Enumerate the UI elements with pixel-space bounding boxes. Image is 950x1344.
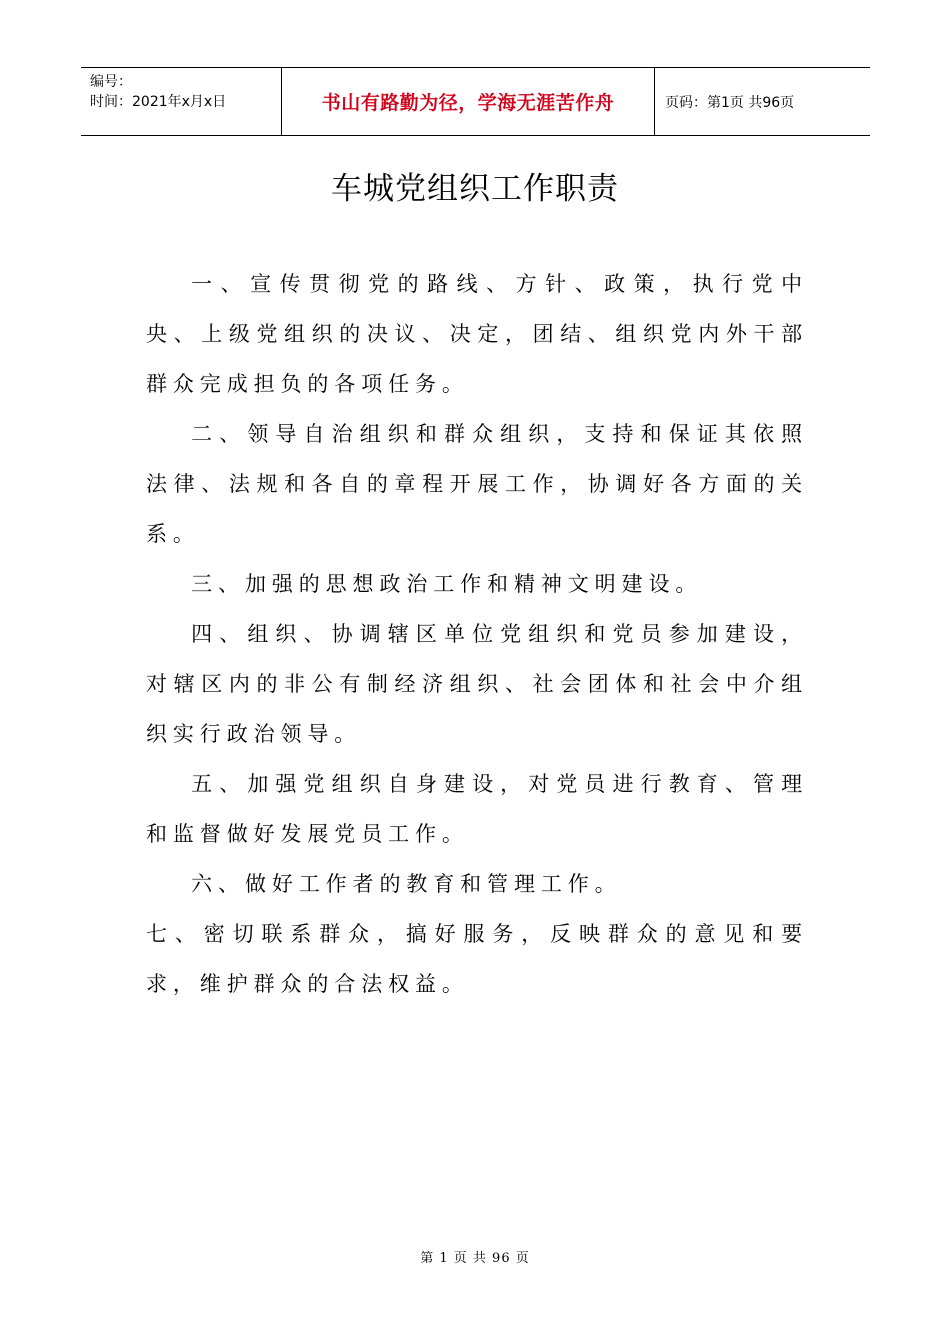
paragraph-7: 七、密切联系群众，搞好服务，反映群众的意见和要求，维护群众的合法权益。 [146,922,808,996]
header-page-cell [655,68,870,135]
header-meta [81,68,281,135]
document-title: 车城党组织工作职责 [331,171,619,207]
number-label: 编号： [90,74,132,90]
paragraph-4: 四、组织、协调辖区单位党组织和党员参加建设，对辖区内的非公有制经济组织、社会团体和社会中介组织实行政治领导。 [146,622,808,746]
header-motto-cell [281,68,655,135]
paragraph-6: 六、做好工作者的教育和管理工作。 [191,872,622,896]
paragraph-1: 一、宣传贯彻党的路线、方针、政策，执行党中央、上级党组织的决议、决定，团结、组织党内外干部群众完成担负的各项任务。 [146,272,808,396]
paragraph-3: 三、加强的思想政治工作和精神文明建设。 [191,572,703,596]
paragraph-2: 二、领导自治组织和群众组织，支持和保证其依照法律、法规和各自的章程开展工作，协调好各方面的关系。 [146,422,808,546]
header-motto: 书山有路勤为径，学海无涯苦作舟 [321,92,615,114]
time-label: 时间：2021年x月x日 [90,94,227,110]
header-page-info: 页码：第1页 共96页 [665,94,795,111]
page-footer: 第 1 页 共 96 页 [420,1251,530,1266]
document-body [146,259,808,1009]
paragraph-5: 五、加强党组织自身建设，对党员进行教育、管理和监督做好发展党员工作。 [146,772,808,846]
document-header [81,67,870,136]
